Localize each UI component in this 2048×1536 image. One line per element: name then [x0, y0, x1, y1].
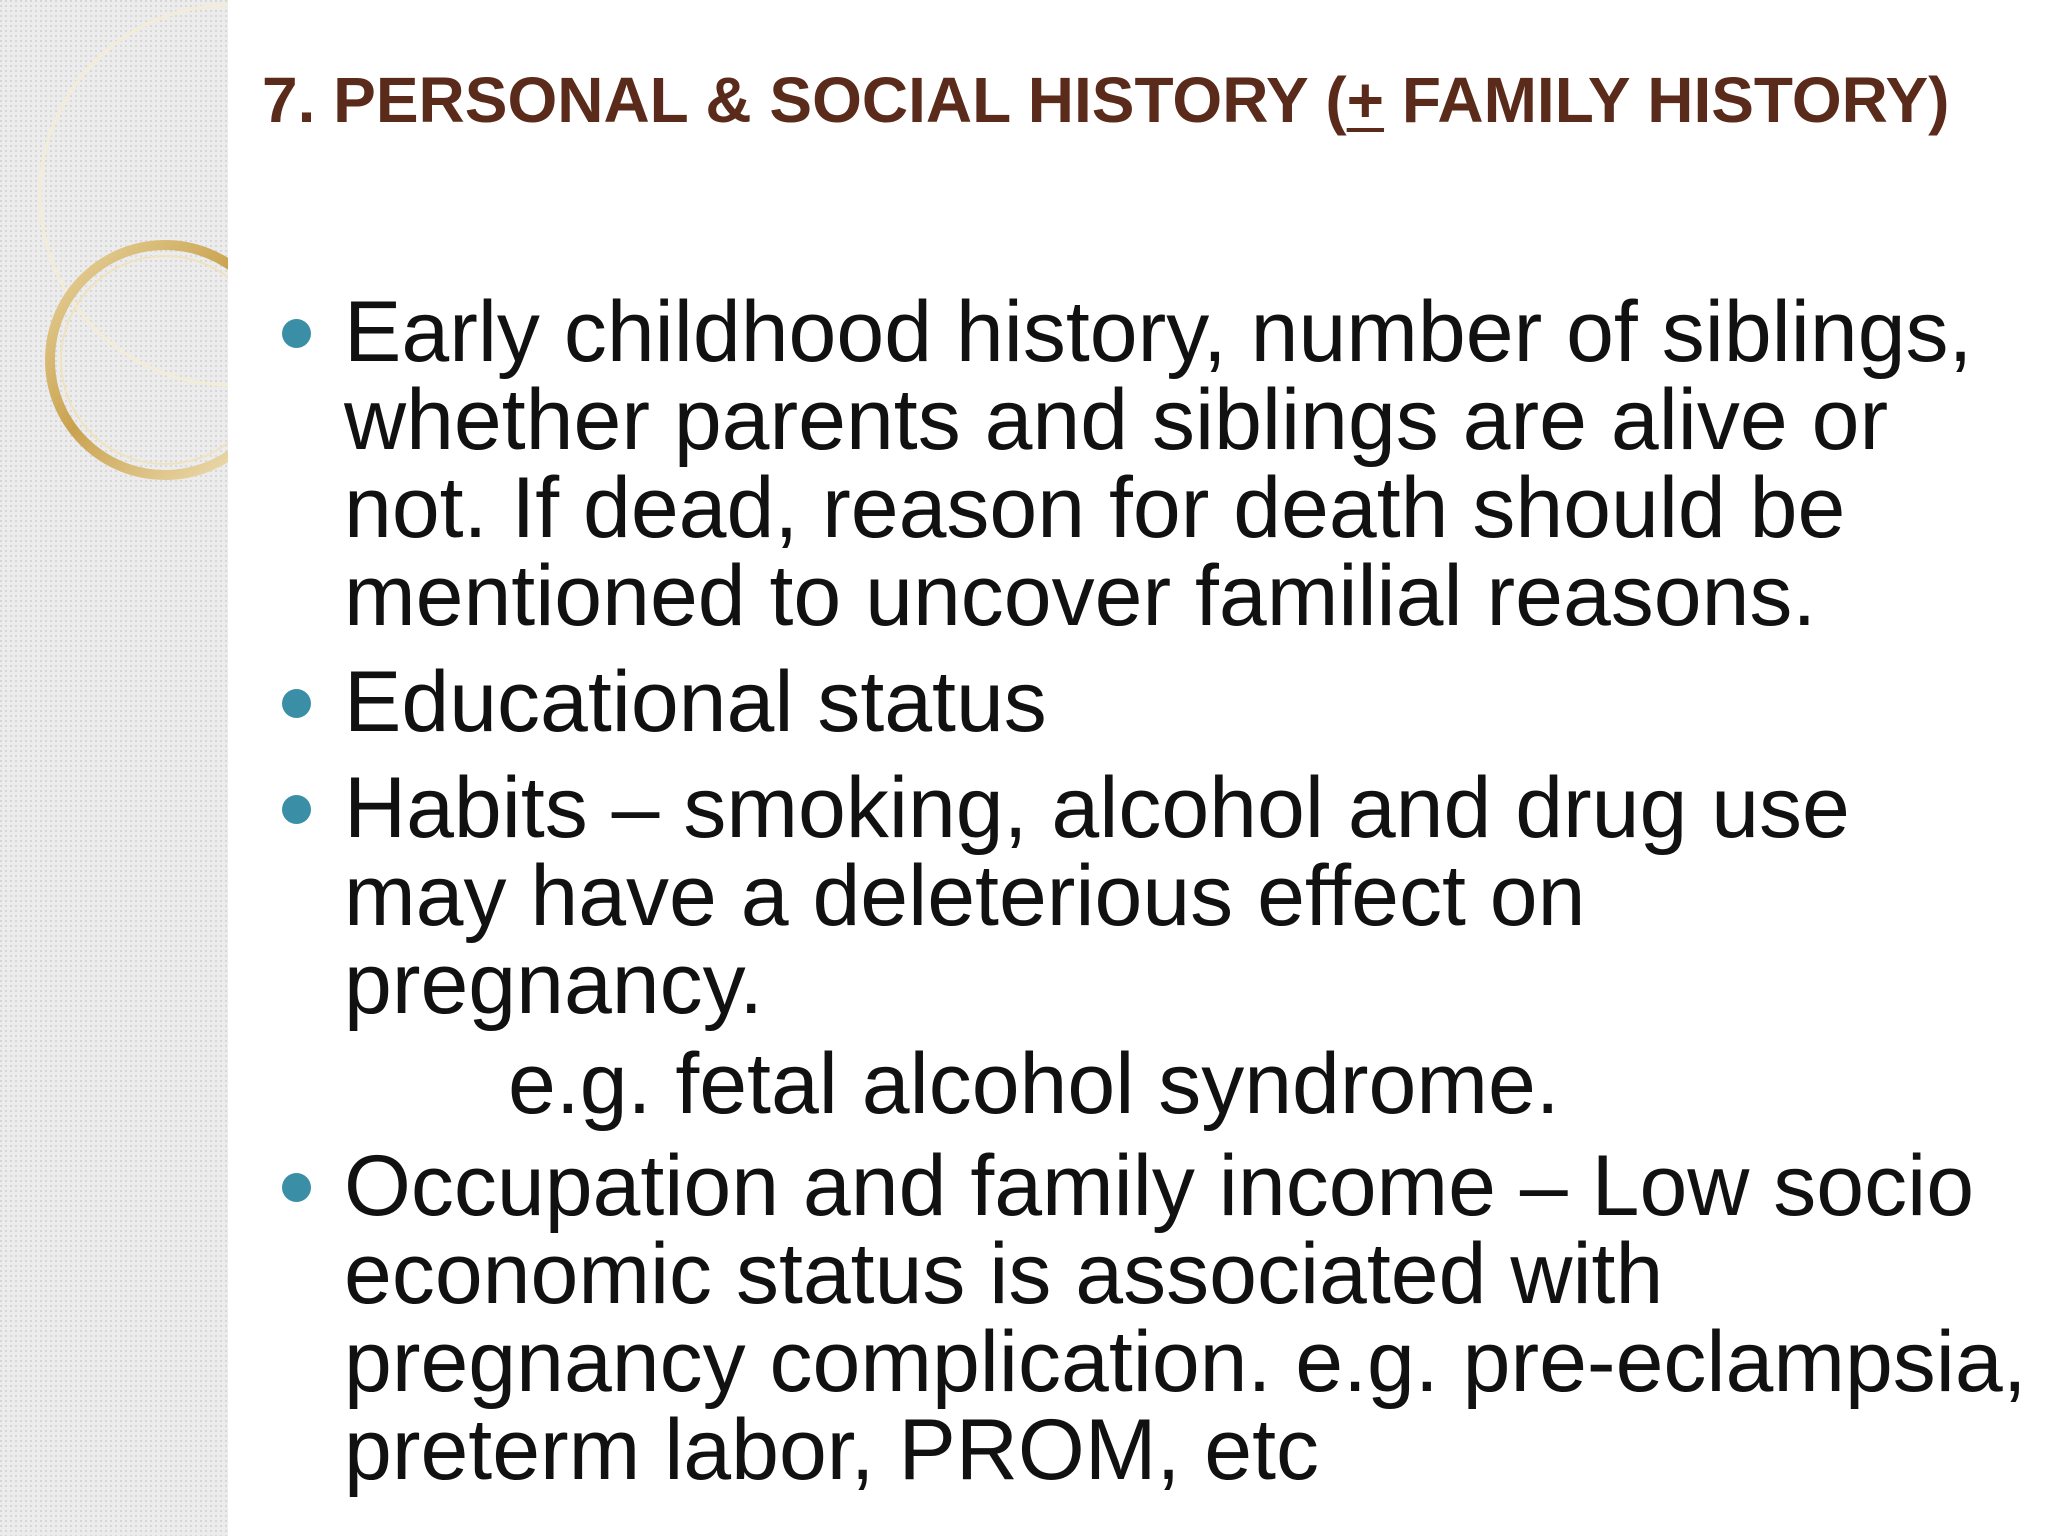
bullet-text: Habits – smoking, alcohol and drug use may have a deleterious effect on pregnancy. [344, 760, 1850, 1032]
bullet-dot-icon [282, 689, 311, 718]
bullet-list [228, 284, 2028, 1512]
slide-title [262, 58, 2002, 142]
title-plus-minus: + [1346, 64, 1385, 136]
bullet-item-occupation-income [228, 1138, 2028, 1498]
example-line [228, 1036, 2028, 1132]
bullet-item-habits [228, 760, 2028, 1032]
bullet-item-educational-status [228, 654, 2028, 750]
example-text: e.g. fetal alcohol syndrome. [508, 1036, 1560, 1132]
bullet-dot-icon [282, 1173, 311, 1202]
gold-rings-decoration [0, 0, 228, 560]
title-suffix: FAMILY HISTORY) [1384, 64, 1950, 136]
decorative-side-panel [0, 0, 228, 1536]
bullet-text: Early childhood history, number of siblings, whether parents and siblings are alive or not. If dead, reason for death should be mentioned to uncover familial reasons. [344, 284, 1973, 644]
bullet-item-childhood-history [228, 284, 2028, 644]
bullet-dot-icon [282, 795, 311, 824]
title-prefix: 7. PERSONAL & SOCIAL HISTORY ( [262, 64, 1347, 136]
slide-content [228, 0, 2048, 1536]
bullet-dot-icon [282, 319, 311, 348]
bullet-text: Educational status [344, 654, 1047, 750]
bullet-text: Occupation and family income – Low socio economic status is associated with pregnancy complication. e.g. pre-eclampsia, preterm labor, PROM, etc [344, 1138, 2027, 1498]
